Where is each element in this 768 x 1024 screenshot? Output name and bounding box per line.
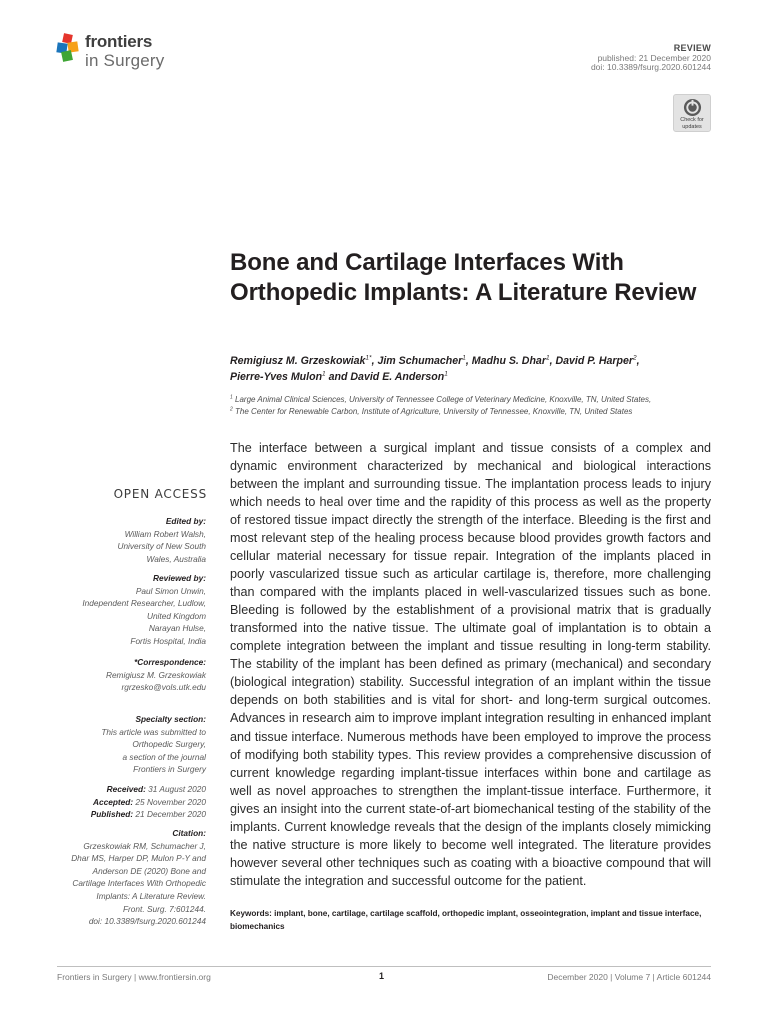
footer-journal-link[interactable]: Frontiers in Surgery | www.frontiersin.org	[57, 972, 211, 982]
editor-line: William Robert Walsh,	[124, 528, 206, 539]
citation-line: Dhar MS, Harper DP, Mulon P-Y and	[71, 853, 206, 864]
keywords	[230, 908, 711, 933]
correspondence-label: *Correspondence:	[134, 657, 206, 667]
article-type: REVIEW	[673, 43, 711, 53]
frontiers-logo-icon	[57, 34, 81, 62]
citation-line: Implants: A Literature Review.	[96, 890, 206, 901]
abstract-text: The interface between a surgical implant and tissue consists of a complex and dynamic environment characterized by mechanical and biological interactions between the implant and surrounding tissue. The implantation process leads to injury which needs to heal over time and the rapidity of this process as well as the property of restored tissue impact directly the strength of the interface. Bleeding is the first and most relevant step of the healing process because blood provides growth factors and cellular material necessary for tissue repair. Integration of the implants placed in poorly vascularized tissue such as articular cartilage is, therefore, more challenging than compared with the implants placed in well-vascularized tissues such as bone. Bleeding is followed by the establishment of a provisional matrix that is gradually transformed into the native tissue. The ultimate goal of implantation is to obtain a complete integration between the implant and tissue resulting in long-term stability. The stability of the implant has been defined as primary (mechanical) and secondary (biological integration) stability. Successful integration of an implant within the tissue depends on both stabilities and is vital for short- and long-term surgical outcomes. Advances in research aim to improve implant integration resulting in enhanced implant and tissue interface. Numerous methods have been employed to improve the process of modifying both stability types. This review provides a comprehensive discussion of current knowledge regarding implant-tissue interfaces within bone and cartilage as well as novel approaches to strengthen the implant-tissue interface. Furthermore, it gives an insight into the current state-of-art biomechanical testing of the stability of the implants. Current knowledge reveals that the design of the implants closely mimicking the native structure is more likely to become well integrated. The literature provides however several other techniques such as coating with a bioactive compound that will stimulate the integration and successful outcome for the patient.	[230, 441, 711, 888]
check-label-2: updates	[682, 123, 702, 130]
specialty-line: This article was submitted to	[101, 726, 206, 737]
author-name[interactable]: Pierre-Yves Mulon	[230, 370, 323, 383]
edited-by-label: Edited by:	[165, 516, 206, 526]
citation-line: Front. Surg. 7:601244.	[122, 903, 206, 914]
citation-line: Grzeskowiak RM, Schumacher J,	[83, 840, 206, 851]
sidebar-correspondence	[106, 656, 206, 694]
editor-line: Wales, Australia	[146, 553, 206, 564]
footer-issue-info: December 2020 | Volume 7 | Article 601244	[547, 972, 711, 982]
published-date-sidebar: Published: 21 December 2020	[90, 809, 206, 820]
sidebar-edited-by	[117, 515, 206, 565]
editor-line: University of New South	[117, 541, 206, 552]
check-for-updates-button[interactable]	[673, 94, 711, 132]
sidebar-citation	[71, 827, 206, 928]
specialty-line: Frontiers in Surgery	[133, 764, 206, 775]
author-name[interactable]: David E. Anderson	[350, 370, 445, 383]
reviewer-line: Narayan Hulse,	[148, 623, 206, 634]
page-number: 1	[379, 971, 385, 981]
affiliation-2: $^2$ The Center for Renewable Carbon, Institute of Agriculture, University of Tennessee, Knoxville, TN, United States	[230, 406, 633, 416]
journal-logo[interactable]	[57, 33, 164, 69]
specialty-label: Specialty section:	[135, 714, 206, 724]
keywords-label: Keywords:	[230, 909, 272, 918]
received-date: Received: 31 August 2020	[106, 784, 206, 794]
correspondence-name: Remigiusz M. Grzeskowiak	[105, 669, 206, 680]
specialty-line: a section of the journal	[122, 751, 206, 762]
reviewer-line: United Kingdom	[146, 610, 206, 621]
accepted-date: Accepted: 25 November 2020	[93, 796, 206, 807]
reviewer-line: Fortis Hospital, India	[130, 635, 206, 646]
correspondence-email[interactable]: rgrzesko@vols.utk.edu	[121, 682, 206, 693]
doi-link[interactable]: doi: 10.3389/fsurg.2020.601244	[590, 62, 711, 73]
sidebar-specialty	[101, 713, 206, 776]
footer-divider	[57, 966, 711, 967]
published-date: published: 21 December 2020	[597, 52, 711, 63]
logo-journal-text: in Surgery	[85, 51, 165, 70]
author-name[interactable]: Madhu S. Dhar	[471, 355, 546, 367]
citation-doi[interactable]: doi: 10.3389/fsurg.2020.601244	[88, 916, 206, 927]
citation-line: Cartilage Interfaces With Orthopedic	[72, 878, 206, 889]
logo-brand-text: frontiers	[85, 32, 153, 51]
sidebar-dates	[91, 783, 206, 821]
reviewer-line: Paul Simon Unwin,	[135, 585, 206, 596]
article-meta	[591, 44, 711, 73]
sidebar-reviewed-by	[82, 572, 206, 648]
author-name[interactable]: David P. Harper	[555, 355, 633, 367]
author-name[interactable]: Remigiusz M. Grzeskowiak	[230, 355, 366, 367]
check-for-updates-icon	[683, 98, 702, 117]
reviewer-line: Independent Researcher, Ludlow,	[82, 598, 206, 609]
reviewed-by-label: Reviewed by:	[152, 573, 206, 583]
affiliations	[230, 394, 710, 418]
author-name[interactable]: Jim Schumacher	[377, 355, 463, 367]
citation-label: Citation:	[172, 828, 206, 838]
keywords-list: implant, bone, cartilage, cartilage scaffold, orthopedic implant, osseointegration, implant and tissue interface, biomechanics	[230, 909, 702, 931]
specialty-line: Orthopedic Surgery,	[132, 739, 206, 750]
article-title: Bone and Cartilage Interfaces With Orthopedic Implants: A Literature Review	[230, 249, 697, 306]
author-list: Remigiusz M. Grzeskowiak$^{1*}$, Jim Schumacher$^1$, Madhu S. Dhar$^1$, David P. Harper$^2$, Pierre-Yves Mulon$^1$ and David E. Anderson$^1$	[230, 354, 640, 383]
citation-line: Anderson DE (2020) Bone and	[92, 865, 206, 876]
check-label-1: Check for	[680, 117, 704, 123]
affiliation-1: $^1$ Large Animal Clinical Sciences, University of Tennessee College of Veterinary Medicine, Knoxville, TN, United States,	[230, 394, 652, 404]
open-access-label: OPEN ACCESS	[113, 487, 207, 501]
